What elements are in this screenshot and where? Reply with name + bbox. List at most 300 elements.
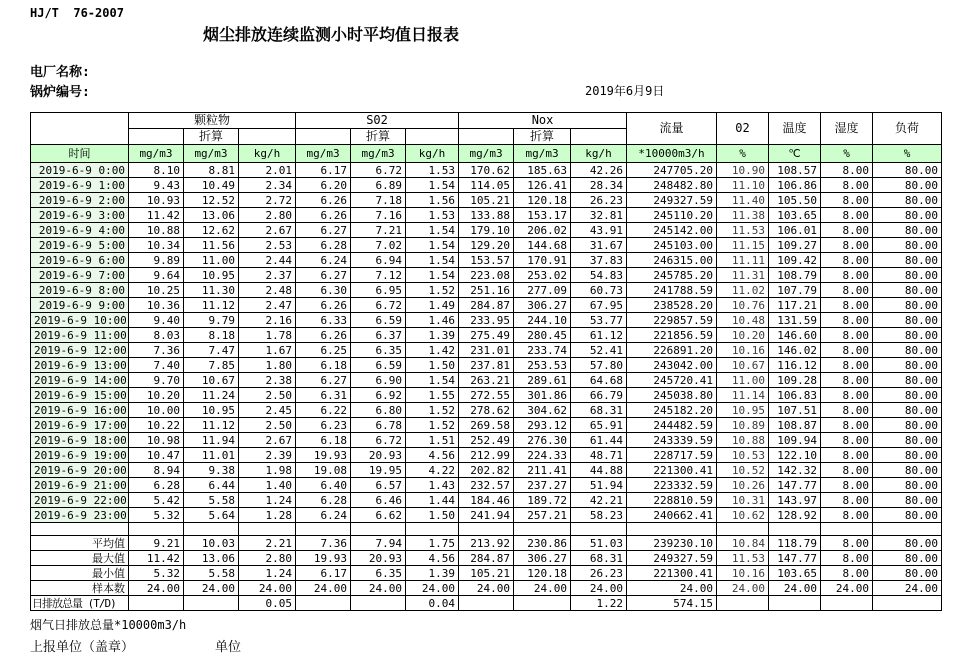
cell-so2_kgh: 1.54 — [406, 268, 459, 283]
cell-so2_kgh: 4.22 — [406, 463, 459, 478]
spacer-cell — [821, 523, 873, 536]
cell-pm_conv: 6.44 — [184, 478, 239, 493]
summary-nox_kgh: 24.00 — [571, 581, 627, 596]
cell-load: 80.00 — [873, 358, 942, 373]
cell-pm_kgh: 2.16 — [239, 313, 296, 328]
summary-temp — [769, 596, 821, 611]
summary-pm: 5.32 — [129, 566, 184, 581]
cell-nox_kgh: 26.23 — [571, 193, 627, 208]
cell-so2_conv: 6.95 — [351, 283, 406, 298]
summary-nox_conv: 306.27 — [514, 551, 571, 566]
cell-pm: 10.20 — [129, 388, 184, 403]
cell-pm: 8.03 — [129, 328, 184, 343]
time-column-header: 时间 — [31, 145, 129, 163]
cell-humidity: 8.00 — [821, 313, 873, 328]
column-header-humidity: 湿度 — [821, 113, 873, 145]
cell-load: 80.00 — [873, 253, 942, 268]
cell-pm_conv: 11.12 — [184, 418, 239, 433]
cell-humidity: 8.00 — [821, 358, 873, 373]
cell-nox: 184.46 — [459, 493, 514, 508]
cell-temp: 109.27 — [769, 238, 821, 253]
cell-flow: 249327.59 — [627, 193, 717, 208]
unit-label: 单位 — [215, 640, 242, 655]
cell-so2_kgh: 1.52 — [406, 403, 459, 418]
cell-pm_kgh: 2.44 — [239, 253, 296, 268]
cell-so2_conv: 6.37 — [351, 328, 406, 343]
unit-so2-conv-mgm3: mg/m3 — [351, 145, 406, 163]
table-row — [31, 373, 942, 388]
row-time: 2019-6-9 14:00 — [31, 373, 129, 388]
cell-nox_kgh: 43.91 — [571, 223, 627, 238]
summary-row — [31, 536, 942, 551]
cell-flow: 221300.41 — [627, 463, 717, 478]
cell-o2: 10.20 — [717, 328, 769, 343]
summary-nox_kgh: 26.23 — [571, 566, 627, 581]
summary-so2_conv: 6.35 — [351, 566, 406, 581]
cell-so2_conv: 20.93 — [351, 448, 406, 463]
cell-load: 80.00 — [873, 223, 942, 238]
cell-nox_conv: 170.91 — [514, 253, 571, 268]
cell-temp: 109.28 — [769, 373, 821, 388]
summary-flow: 574.15 — [627, 596, 717, 611]
cell-nox_conv: 244.10 — [514, 313, 571, 328]
spacer-cell — [717, 523, 769, 536]
summary-label: 日排放总量 (T/D) — [31, 596, 129, 611]
cell-pm: 9.43 — [129, 178, 184, 193]
cell-o2: 11.11 — [717, 253, 769, 268]
cell-temp: 116.12 — [769, 358, 821, 373]
cell-so2_conv: 7.02 — [351, 238, 406, 253]
cell-nox_kgh: 58.23 — [571, 508, 627, 523]
table-row — [31, 268, 942, 283]
table-row — [31, 223, 942, 238]
cell-load: 80.00 — [873, 493, 942, 508]
cell-nox_conv: 276.30 — [514, 433, 571, 448]
summary-row — [31, 551, 942, 566]
cell-flow: 244482.59 — [627, 418, 717, 433]
cell-nox: 153.57 — [459, 253, 514, 268]
cell-pm_conv: 11.12 — [184, 298, 239, 313]
table-row — [31, 328, 942, 343]
cell-temp: 109.42 — [769, 253, 821, 268]
cell-temp: 142.32 — [769, 463, 821, 478]
cell-load: 80.00 — [873, 433, 942, 448]
summary-so2_kgh: 0.04 — [406, 596, 459, 611]
unit-temperature-celsius: ℃ — [769, 145, 821, 163]
summary-row — [31, 566, 942, 581]
unit-so2-mgm3: mg/m3 — [296, 145, 351, 163]
table-row — [31, 238, 942, 253]
spacer-row — [31, 523, 942, 536]
cell-nox_kgh: 57.80 — [571, 358, 627, 373]
cell-so2_kgh: 1.56 — [406, 193, 459, 208]
cell-humidity: 8.00 — [821, 193, 873, 208]
cell-nox_kgh: 53.77 — [571, 313, 627, 328]
cell-so2: 6.27 — [296, 268, 351, 283]
cell-humidity: 8.00 — [821, 268, 873, 283]
cell-so2_kgh: 1.54 — [406, 373, 459, 388]
summary-label: 平均值 — [31, 536, 129, 551]
cell-nox_conv: 253.53 — [514, 358, 571, 373]
cell-nox: 212.99 — [459, 448, 514, 463]
cell-temp: 131.59 — [769, 313, 821, 328]
cell-so2: 6.17 — [296, 163, 351, 178]
cell-pm_conv: 5.58 — [184, 493, 239, 508]
cell-temp: 107.51 — [769, 403, 821, 418]
cell-nox_kgh: 66.79 — [571, 388, 627, 403]
cell-flow: 238528.20 — [627, 298, 717, 313]
cell-pm: 11.42 — [129, 208, 184, 223]
cell-load: 80.00 — [873, 463, 942, 478]
summary-temp: 147.77 — [769, 551, 821, 566]
cell-so2_conv: 6.46 — [351, 493, 406, 508]
table-row — [31, 298, 942, 313]
row-time: 2019-6-9 3:00 — [31, 208, 129, 223]
spacer-cell — [514, 523, 571, 536]
table-row — [31, 508, 942, 523]
cell-nox_conv: 301.86 — [514, 388, 571, 403]
cell-load: 80.00 — [873, 193, 942, 208]
cell-so2_kgh: 1.53 — [406, 208, 459, 223]
cell-temp: 108.87 — [769, 418, 821, 433]
cell-o2: 10.52 — [717, 463, 769, 478]
cell-o2: 10.88 — [717, 433, 769, 448]
cell-humidity: 8.00 — [821, 283, 873, 298]
cell-nox_kgh: 37.83 — [571, 253, 627, 268]
cell-so2_kgh: 1.54 — [406, 238, 459, 253]
summary-o2: 10.84 — [717, 536, 769, 551]
summary-flow: 24.00 — [627, 581, 717, 596]
cell-so2_kgh: 1.55 — [406, 388, 459, 403]
summary-load: 80.00 — [873, 536, 942, 551]
cell-flow: 245142.00 — [627, 223, 717, 238]
summary-pm: 9.21 — [129, 536, 184, 551]
cell-humidity: 8.00 — [821, 403, 873, 418]
cell-temp: 103.65 — [769, 208, 821, 223]
unit-flow: *10000m3/h — [627, 145, 717, 163]
cell-flow: 241788.59 — [627, 283, 717, 298]
cell-o2: 10.89 — [717, 418, 769, 433]
summary-label: 最大值 — [31, 551, 129, 566]
row-time: 2019-6-9 12:00 — [31, 343, 129, 358]
cell-nox_conv: 280.45 — [514, 328, 571, 343]
cell-nox_conv: 304.62 — [514, 403, 571, 418]
table-row — [31, 253, 942, 268]
spacer-cell — [239, 523, 296, 536]
cell-pm_conv: 8.18 — [184, 328, 239, 343]
cell-so2_conv: 6.59 — [351, 358, 406, 373]
cell-o2: 10.16 — [717, 343, 769, 358]
cell-pm: 5.32 — [129, 508, 184, 523]
cell-pm: 9.70 — [129, 373, 184, 388]
cell-so2: 6.27 — [296, 223, 351, 238]
cell-humidity: 8.00 — [821, 163, 873, 178]
spacer-cell — [129, 523, 184, 536]
summary-pm_kgh: 2.21 — [239, 536, 296, 551]
summary-load: 24.00 — [873, 581, 942, 596]
cell-so2_kgh: 4.56 — [406, 448, 459, 463]
cell-nox: 272.55 — [459, 388, 514, 403]
cell-nox: 179.10 — [459, 223, 514, 238]
table-row — [31, 343, 942, 358]
cell-so2_conv: 7.21 — [351, 223, 406, 238]
cell-temp: 128.92 — [769, 508, 821, 523]
standard-code: HJ/T 76-2007 — [30, 6, 124, 20]
cell-nox: 114.05 — [459, 178, 514, 193]
cell-so2_kgh: 1.54 — [406, 253, 459, 268]
cell-so2_kgh: 1.49 — [406, 298, 459, 313]
cell-temp: 146.60 — [769, 328, 821, 343]
boiler-no-label: 锅炉编号: — [30, 85, 90, 100]
cell-nox: 233.95 — [459, 313, 514, 328]
table-row — [31, 163, 942, 178]
cell-load: 80.00 — [873, 478, 942, 493]
cell-pm_kgh: 2.38 — [239, 373, 296, 388]
cell-nox_kgh: 68.31 — [571, 403, 627, 418]
cell-so2_conv: 6.35 — [351, 343, 406, 358]
summary-pm_kgh: 0.05 — [239, 596, 296, 611]
table-row — [31, 433, 942, 448]
cell-nox_kgh: 61.44 — [571, 433, 627, 448]
summary-so2_conv: 20.93 — [351, 551, 406, 566]
row-time: 2019-6-9 19:00 — [31, 448, 129, 463]
cell-load: 80.00 — [873, 268, 942, 283]
cell-so2: 6.26 — [296, 328, 351, 343]
cell-o2: 10.62 — [717, 508, 769, 523]
cell-humidity: 8.00 — [821, 238, 873, 253]
cell-so2_kgh: 1.50 — [406, 508, 459, 523]
report-date: 2019年6月9日 — [585, 84, 665, 98]
cell-nox_conv: 257.21 — [514, 508, 571, 523]
cell-so2: 6.26 — [296, 208, 351, 223]
summary-pm_kgh: 1.24 — [239, 566, 296, 581]
cell-nox: 278.62 — [459, 403, 514, 418]
row-time: 2019-6-9 18:00 — [31, 433, 129, 448]
row-time: 2019-6-9 4:00 — [31, 223, 129, 238]
cell-load: 80.00 — [873, 403, 942, 418]
cell-humidity: 8.00 — [821, 298, 873, 313]
summary-so2: 6.17 — [296, 566, 351, 581]
cell-pm_conv: 13.06 — [184, 208, 239, 223]
cell-pm_conv: 11.00 — [184, 253, 239, 268]
cell-so2: 6.33 — [296, 313, 351, 328]
cell-nox_kgh: 48.71 — [571, 448, 627, 463]
cell-pm: 10.98 — [129, 433, 184, 448]
cell-nox_kgh: 61.12 — [571, 328, 627, 343]
cell-so2_kgh: 1.53 — [406, 163, 459, 178]
cell-nox_kgh: 54.83 — [571, 268, 627, 283]
cell-so2: 6.26 — [296, 298, 351, 313]
cell-nox_conv: 277.09 — [514, 283, 571, 298]
cell-so2_conv: 6.57 — [351, 478, 406, 493]
summary-pm_kgh: 24.00 — [239, 581, 296, 596]
summary-o2: 11.53 — [717, 551, 769, 566]
cell-pm_conv: 5.64 — [184, 508, 239, 523]
summary-pm_conv — [184, 596, 239, 611]
summary-pm_conv: 24.00 — [184, 581, 239, 596]
summary-row — [31, 596, 942, 611]
cell-flow: 240662.41 — [627, 508, 717, 523]
cell-pm_conv: 10.95 — [184, 268, 239, 283]
cell-load: 80.00 — [873, 448, 942, 463]
unit-nox-kgh: kg/h — [571, 145, 627, 163]
cell-nox: 223.08 — [459, 268, 514, 283]
unit-pm-mgm3: mg/m3 — [129, 145, 184, 163]
cell-so2_conv: 6.72 — [351, 298, 406, 313]
summary-nox_conv — [514, 596, 571, 611]
summary-pm: 24.00 — [129, 581, 184, 596]
summary-so2_kgh: 24.00 — [406, 581, 459, 596]
summary-nox: 105.21 — [459, 566, 514, 581]
cell-nox: 231.01 — [459, 343, 514, 358]
cell-so2_kgh: 1.54 — [406, 178, 459, 193]
cell-flow: 229857.59 — [627, 313, 717, 328]
cell-nox_conv: 144.68 — [514, 238, 571, 253]
cell-so2_kgh: 1.50 — [406, 358, 459, 373]
cell-flow: 245110.20 — [627, 208, 717, 223]
table-row — [31, 403, 942, 418]
cell-o2: 10.53 — [717, 448, 769, 463]
table-row — [31, 418, 942, 433]
row-time: 2019-6-9 5:00 — [31, 238, 129, 253]
summary-so2 — [296, 596, 351, 611]
cell-pm_kgh: 2.80 — [239, 208, 296, 223]
cell-nox_conv: 206.02 — [514, 223, 571, 238]
summary-load: 80.00 — [873, 566, 942, 581]
cell-nox_conv: 237.27 — [514, 478, 571, 493]
cell-so2: 6.26 — [296, 193, 351, 208]
subheader-converted-so2: 折算 — [351, 129, 406, 145]
cell-nox_conv: 289.61 — [514, 373, 571, 388]
cell-nox_kgh: 60.73 — [571, 283, 627, 298]
summary-so2_conv — [351, 596, 406, 611]
cell-nox: 241.94 — [459, 508, 514, 523]
cell-nox_conv: 153.17 — [514, 208, 571, 223]
cell-load: 80.00 — [873, 328, 942, 343]
unit-pm-conv-mgm3: mg/m3 — [184, 145, 239, 163]
cell-so2_kgh: 1.43 — [406, 478, 459, 493]
summary-nox_kgh: 1.22 — [571, 596, 627, 611]
cell-nox: 129.20 — [459, 238, 514, 253]
subheader-blank — [406, 129, 459, 145]
cell-o2: 10.95 — [717, 403, 769, 418]
cell-nox_kgh: 64.68 — [571, 373, 627, 388]
cell-nox_kgh: 65.91 — [571, 418, 627, 433]
cell-humidity: 8.00 — [821, 478, 873, 493]
cell-pm_kgh: 1.28 — [239, 508, 296, 523]
cell-load: 80.00 — [873, 283, 942, 298]
cell-pm_kgh: 1.24 — [239, 493, 296, 508]
summary-so2_kgh: 1.75 — [406, 536, 459, 551]
cell-so2: 6.24 — [296, 253, 351, 268]
summary-flow: 249327.59 — [627, 551, 717, 566]
summary-nox_conv: 24.00 — [514, 581, 571, 596]
cell-load: 80.00 — [873, 298, 942, 313]
cell-o2: 11.40 — [717, 193, 769, 208]
cell-nox: 237.81 — [459, 358, 514, 373]
unit-o2-percent: % — [717, 145, 769, 163]
cell-so2_kgh: 1.46 — [406, 313, 459, 328]
summary-o2 — [717, 596, 769, 611]
spacer-cell — [571, 523, 627, 536]
cell-pm: 10.22 — [129, 418, 184, 433]
cell-temp: 108.79 — [769, 268, 821, 283]
cell-so2_kgh: 1.54 — [406, 223, 459, 238]
cell-humidity: 8.00 — [821, 373, 873, 388]
cell-pm: 8.94 — [129, 463, 184, 478]
cell-load: 80.00 — [873, 343, 942, 358]
cell-pm_conv: 7.47 — [184, 343, 239, 358]
cell-pm_conv: 11.30 — [184, 283, 239, 298]
cell-nox: 202.82 — [459, 463, 514, 478]
column-header-temperature: 温度 — [769, 113, 821, 145]
cell-load: 80.00 — [873, 373, 942, 388]
cell-nox: 170.62 — [459, 163, 514, 178]
report-unit-label: 上报单位（盖章） — [30, 640, 135, 655]
cell-humidity: 8.00 — [821, 463, 873, 478]
cell-nox_kgh: 31.67 — [571, 238, 627, 253]
cell-so2_conv: 6.72 — [351, 163, 406, 178]
cell-so2_conv: 6.72 — [351, 433, 406, 448]
cell-temp: 146.02 — [769, 343, 821, 358]
row-time: 2019-6-9 20:00 — [31, 463, 129, 478]
row-time: 2019-6-9 8:00 — [31, 283, 129, 298]
cell-nox_conv: 293.12 — [514, 418, 571, 433]
cell-pm_kgh: 1.40 — [239, 478, 296, 493]
summary-humidity: 24.00 — [821, 581, 873, 596]
cell-nox_kgh: 42.26 — [571, 163, 627, 178]
page-title: 烟尘排放连续监测小时平均值日报表 — [202, 25, 459, 44]
row-time: 2019-6-9 23:00 — [31, 508, 129, 523]
cell-pm: 10.25 — [129, 283, 184, 298]
summary-pm — [129, 596, 184, 611]
cell-humidity: 8.00 — [821, 433, 873, 448]
cell-pm_conv: 7.85 — [184, 358, 239, 373]
row-time: 2019-6-9 21:00 — [31, 478, 129, 493]
table-row — [31, 448, 942, 463]
cell-so2_conv: 6.78 — [351, 418, 406, 433]
cell-flow: 245182.20 — [627, 403, 717, 418]
cell-load: 80.00 — [873, 163, 942, 178]
cell-nox: 263.21 — [459, 373, 514, 388]
cell-temp: 122.10 — [769, 448, 821, 463]
group-header-nox: Nox — [459, 113, 627, 129]
column-header-flow: 流量 — [627, 113, 717, 145]
cell-load: 80.00 — [873, 238, 942, 253]
cell-nox_kgh: 32.81 — [571, 208, 627, 223]
cell-so2: 6.18 — [296, 433, 351, 448]
cell-so2: 6.28 — [296, 493, 351, 508]
cell-pm_kgh: 2.47 — [239, 298, 296, 313]
cell-so2_kgh: 1.39 — [406, 328, 459, 343]
table-row — [31, 178, 942, 193]
row-time: 2019-6-9 10:00 — [31, 313, 129, 328]
cell-so2: 6.25 — [296, 343, 351, 358]
cell-pm_kgh: 1.67 — [239, 343, 296, 358]
cell-so2: 6.22 — [296, 403, 351, 418]
cell-so2_conv: 6.94 — [351, 253, 406, 268]
cell-so2: 6.27 — [296, 373, 351, 388]
row-time: 2019-6-9 9:00 — [31, 298, 129, 313]
row-time: 2019-6-9 7:00 — [31, 268, 129, 283]
cell-pm_conv: 9.79 — [184, 313, 239, 328]
summary-so2_kgh: 1.39 — [406, 566, 459, 581]
cell-flow: 228717.59 — [627, 448, 717, 463]
summary-nox: 213.92 — [459, 536, 514, 551]
spacer-cell — [406, 523, 459, 536]
summary-temp: 24.00 — [769, 581, 821, 596]
cell-pm_kgh: 2.48 — [239, 283, 296, 298]
